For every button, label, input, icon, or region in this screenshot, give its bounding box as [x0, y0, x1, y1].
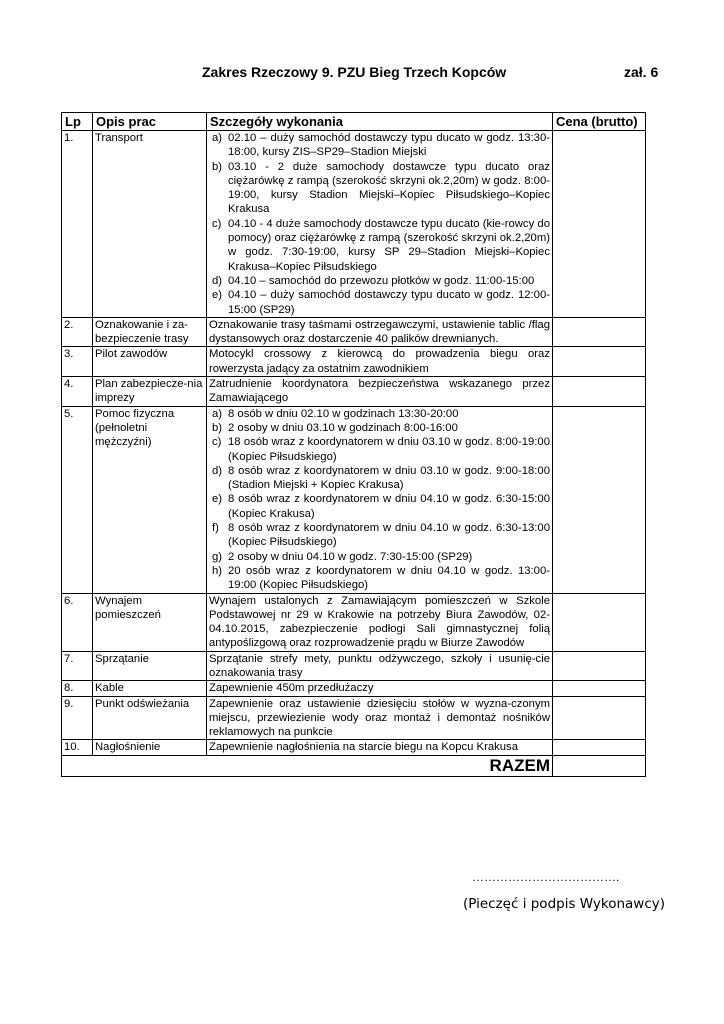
detail-item	[209, 435, 550, 464]
signature-label: (Pieczęć i podpis Wykonawcy)	[463, 896, 666, 912]
table-header-row	[62, 113, 646, 131]
row-description: Pilot zawodów	[93, 347, 207, 377]
detail-item-text: 2 osoby w dniu 03.10 w godzinach 8:00-16:00	[228, 421, 458, 434]
detail-item-text: 04.10 - 4 duże samochody dostawcze typu ducato (kie-rowcy do pomocy) oraz ciężarówkę z rampą (szerokość skrzyni ok.2,20m) w godz. 7:30-19:00, kursy SP 29–Stadion Miejski–Kopiec Krakusa–Kopiec Piłsudskiego	[228, 217, 550, 273]
row-details: Zatrudnienie koordynatora bezpieczeństwa wskazanego przez Zamawiającego	[207, 377, 553, 407]
detail-item-label: d)	[212, 464, 223, 477]
detail-item-text: 8 osób wraz z koordynatorem w dniu 03.10 w godz. 9:00-18:00 (Stadion Miejski + Kopiec Krakusa)	[228, 464, 550, 492]
detail-item-text: 8 osób wraz z koordynatorem w dniu 04.10 w godz. 6:30-13:00 (Kopiec Piłsudskiego)	[228, 522, 550, 549]
row-description: Wynajem pomieszczeń	[93, 593, 207, 651]
row-number: 8.	[62, 681, 93, 696]
row-details: Sprzątanie strefy mety, punktu odżywczego, szkoły i usunię-cie oznakowania trasy	[207, 651, 553, 681]
detail-item-text: 2 osoby w dniu 04.10 w godz. 7:30-15:00 (SP29)	[228, 550, 473, 563]
column-header-description: Opis prac	[93, 113, 207, 131]
detail-item	[209, 421, 550, 435]
column-header-details: Szczegóły wykonania	[207, 113, 553, 131]
table-row	[62, 593, 646, 651]
table-row	[62, 696, 646, 740]
row-price	[553, 347, 646, 377]
table-row	[62, 681, 646, 696]
detail-item-label: c)	[212, 436, 222, 449]
detail-item-text: 20 osób wraz z koordynatorem w dniu 04.10 w godz. 13:00-19:00 (Kopiec Piłsudskiego)	[228, 564, 550, 592]
row-details	[207, 131, 553, 318]
row-price	[553, 651, 646, 681]
row-details: Zapewnienie oraz ustawienie dziesięciu stołów w wyzna-czonym miejscu, przewiezienie wody oraz montaż i demontaż nośników reklamowych na punkcie	[207, 696, 553, 740]
detail-item	[209, 288, 550, 317]
total-row	[62, 755, 646, 776]
scope-table	[61, 112, 646, 777]
row-number: 1.	[62, 131, 93, 318]
table-row	[62, 651, 646, 681]
row-details: Oznakowanie trasy taśmami ostrzegawczymi, ustawienie tablic /flag dystansowych oraz dostarczenie 40 palików drewnianych.	[207, 317, 553, 347]
document-title: Zakres Rzeczowy 9. PZU Bieg Trzech Kopców	[202, 64, 507, 80]
row-number: 5.	[62, 406, 93, 593]
column-header-price: Cena (brutto)	[553, 113, 646, 131]
detail-item	[209, 131, 550, 160]
table-row	[62, 377, 646, 407]
detail-item	[209, 521, 550, 550]
detail-item-text: 04.10 – samochód do przewozu płotków w godz. 11:00-15:00	[228, 274, 535, 287]
row-number: 4.	[62, 377, 93, 407]
row-details: Wynajem ustalonych z Zamawiającym pomieszczeń w Szkole Podstawowej nr 29 w Krakowie na potrzeby Biura Zawodów, 02-04.10.2015, zabezpieczenie podłogi Sali gimnastycznej folią antypoślizgową oraz rozprowadzenie prądu w Biurze Zawodów	[207, 593, 553, 651]
detail-item-text: 02.10 – duży samochód dostawczy typu ducato w godz. 13:30-18:00, kursy ZIS–SP29–Stadion Miejski	[228, 132, 550, 159]
row-price	[553, 406, 646, 593]
table-row	[62, 347, 646, 377]
detail-item-text: 18 osób wraz z koordynatorem w dniu 03.10 w godz. 8:00-19:00 (Kopiec Piłsudskiego)	[228, 436, 550, 463]
row-price	[553, 131, 646, 318]
row-details: Motocykl crossowy z kierowcą do prowadzenia biegu oraz rowerzysta jadący za ostatnim zawodnikiem	[207, 347, 553, 377]
column-header-lp: Lp	[62, 113, 93, 131]
row-description: Nagłośnienie	[93, 740, 207, 755]
row-description: Kable	[93, 681, 207, 696]
detail-item	[209, 407, 550, 421]
total-label: RAZEM	[62, 755, 553, 776]
row-number: 9.	[62, 696, 93, 740]
detail-item	[209, 217, 550, 274]
detail-item	[209, 492, 550, 521]
row-price	[553, 681, 646, 696]
detail-item-label: e)	[212, 493, 223, 506]
detail-item-text: 8 osób wraz z koordynatorem w dniu 04.10 w godz. 6:30-15:00 (Kopiec Krakusa)	[228, 493, 550, 520]
row-number: 10.	[62, 740, 93, 755]
detail-item-label: a)	[212, 407, 223, 420]
detail-item-text: 8 osób w dniu 02.10 w godzinach 13:30-20:00	[228, 407, 459, 420]
row-number: 3.	[62, 347, 93, 377]
detail-item	[209, 550, 550, 564]
detail-item-label: b)	[212, 160, 223, 173]
row-price	[553, 593, 646, 651]
detail-item-text: 04.10 – duży samochód dostawczy typu ducato w godz. 12:00-15:00 (SP29)	[228, 289, 550, 316]
detail-item-label: a)	[212, 132, 223, 144]
row-price	[553, 317, 646, 347]
detail-item-label: e)	[212, 289, 223, 302]
table-row	[62, 131, 646, 318]
detail-item	[209, 564, 550, 593]
row-number: 2.	[62, 317, 93, 347]
signature-line: ……………………………….	[472, 870, 620, 884]
total-price	[553, 755, 646, 776]
table-row	[62, 740, 646, 755]
detail-item-label: d)	[212, 274, 223, 287]
row-price	[553, 740, 646, 755]
row-description: Transport	[93, 131, 207, 318]
row-number: 6.	[62, 593, 93, 651]
table-row	[62, 406, 646, 593]
row-price	[553, 377, 646, 407]
table-row	[62, 317, 646, 347]
row-description: Oznakowanie i za-bezpieczenie trasy	[93, 317, 207, 347]
detail-item-label: g)	[212, 550, 223, 563]
detail-item-label: c)	[212, 217, 222, 230]
row-description: Punkt odświeżania	[93, 696, 207, 740]
row-details	[207, 406, 553, 593]
row-details: Zapewnienie 450m przedłużaczy	[207, 681, 553, 696]
row-number: 7.	[62, 651, 93, 681]
detail-item-label: h)	[212, 564, 223, 577]
row-description: Plan zabezpiecze-nia imprezy	[93, 377, 207, 407]
row-details: Zapewnienie nagłośnienia na starcie biegu na Kopcu Krakusa	[207, 740, 553, 755]
detail-item-label: f)	[212, 522, 219, 535]
attachment-number: zał. 6	[624, 64, 659, 80]
row-description: Pomoc fizyczna (pełnoletni mężczyźni)	[93, 406, 207, 593]
row-price	[553, 696, 646, 740]
detail-item	[209, 464, 550, 493]
row-description: Sprzątanie	[93, 651, 207, 681]
detail-item	[209, 160, 550, 217]
detail-item-label: b)	[212, 421, 223, 434]
detail-item-text: 03.10 - 2 duże samochody dostawcze typu ducato oraz ciężarówkę z rampą (szerokość skrzyni ok.2,20m) w godz. 8:00-19:00, kursy Stadion Miejski–Kopiec Piłsudskiego–Kopiec Krakusa	[228, 160, 550, 216]
detail-item	[209, 274, 550, 288]
